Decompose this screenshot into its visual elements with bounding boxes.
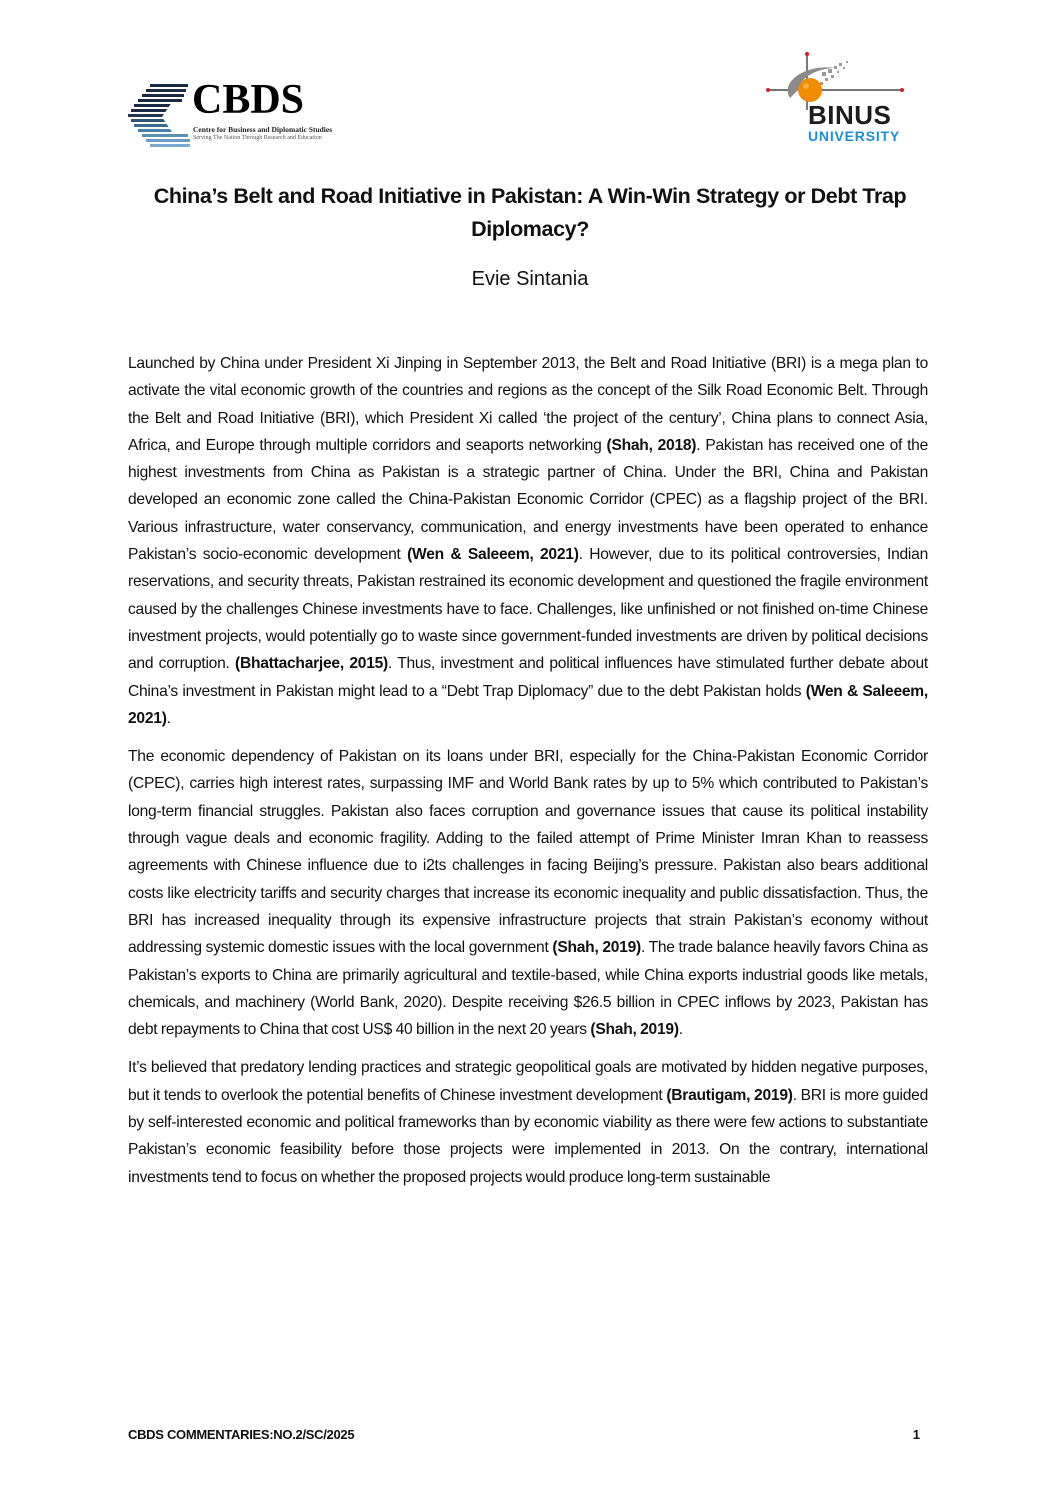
cbds-tagline: Serving The Nation Through Research and Education — [193, 135, 322, 141]
cbds-logo — [128, 77, 338, 154]
text-run: . Pakistan has received one of the highest investments from China as Pakistan is a strategic partner of China. Under the BRI, China and Pakistan developed an economic zone called the China-Pakistan Economic Corridor (CPEC) as a flagship project of the BRI. Various infrastructure, water conservancy, communication, and energy investments have been operated to enhance Pakistan’s socio-economic development — [128, 436, 929, 564]
citation: (Shah, 2019) — [552, 939, 641, 957]
citation: (Brautigam, 2019) — [666, 1086, 793, 1104]
paragraph-2 — [128, 743, 928, 1043]
text-run: . However, due to its political controversies, Indian reservations, and security threats, Pakistan restrained its economic development and questioned the fragile environment caused by the challenges Chinese investments have to face. Challenges, like unfinished or not finished on-time Chinese investment projects, would potentially go to waste since government-funded investments are driven by political decisions and corruption. — [128, 546, 928, 673]
text-run: . Thus, investment and political influences have stimulated further debate about China’s investment in Pakistan might lead to a “Debt Trap Diplomacy” due to the debt Pakistan holds — [128, 655, 929, 700]
text-run: . The trade balance heavily favors China as Pakistan’s exports to China are primarily agricultural and textile-based, while China exports industrial goods like metals, chemicals, and machinery (World Bank, 2020). Despite receiving $26.5 billion in CPEC inflows by 2023, Pakistan has debt repayments to China that cost US$ 40 billion in the next 20 years — [128, 939, 928, 1039]
text-run: The economic dependency of Pakistan on its loans under BRI, especially for the China-Pakistan Economic Corridor (CPEC), carries high interest rates, surpassing IMF and World Bank rates by up to 5% which contributed to Pakistan’s long-term financial struggles. Pakistan also faces corruption and governance issues that cause its political instability through vague deals and economic fragility. Adding to the failed attempt of Prime Minister Imran Khan to reassess agreements with Chinese influence due to i2ts challenges in facing Beijing’s pressure. Pakistan also bears additional costs like electricity tariffs and security charges that increase its economic inequality and public dissatisfaction. Thus, the BRI has increased inequality through its expensive infrastructure projects that strain Pakistan’s economy without addressing systemic domestic issues with the local government — [128, 748, 928, 957]
binus-logo — [750, 52, 920, 147]
citation: (Shah, 2018) — [606, 436, 697, 454]
footer-series-label: CBDS COMMENTARIES:NO.2/SC/2025 — [128, 1427, 355, 1442]
cbds-subtitle: Centre for Business and Diplomatic Studies — [193, 125, 333, 134]
cbds-chevron-icon — [128, 82, 190, 150]
text-run: . BRI is more guided by self-interested economic and political frameworks than by economic viability as there were few actions to substantiate Pakistan’s economic feasibility before those projects were implemented in 2013. On the contrary, international investments tend to focus on whether the proposed projects would produce long-term sustainable — [128, 1086, 929, 1186]
cbds-wordmark: CBDS — [192, 77, 305, 123]
binus-university-label: UNIVERSITY — [808, 128, 901, 144]
citation: (Shah, 2019) — [590, 1021, 679, 1039]
text-run: . — [678, 1021, 683, 1039]
text-run: It’s believed that predatory lending practices and strategic geopolitical goals are motivated by hidden negative purposes, but it tends to overlook the potential benefits of Chinese investment development — [128, 1059, 928, 1104]
document-author: Evie Sintania — [471, 268, 589, 290]
paragraph-1 — [128, 350, 928, 732]
page-number: 1 — [912, 1427, 920, 1442]
text-run: . — [166, 709, 171, 727]
citation: (Bhattacharjee, 2015) — [235, 655, 388, 673]
binus-wordmark: BINUS — [808, 100, 892, 130]
citation: (Wen & Saleeem, 2021) — [128, 682, 928, 727]
text-run: Launched by China under President Xi Jinping in September 2013, the Belt and Road Initiative (BRI) is a mega plan to activate the vital economic growth of the countries and regions as the concept of the Silk Road Economic Belt. Through the Belt and Road Initiative (BRI), which President Xi called ‘the project of the century’, China plans to connect Asia, Africa, and Europe through multiple corridors and seaports networking — [128, 355, 928, 454]
citation: (Wen & Saleeem, 2021) — [407, 546, 579, 564]
paragraph-3 — [128, 1054, 928, 1190]
document-title: China’s Belt and Road Initiative in Pakistan: A Win-Win Strategy or Debt Trap Diplomacy? — [153, 184, 907, 241]
document-body — [128, 350, 928, 1202]
